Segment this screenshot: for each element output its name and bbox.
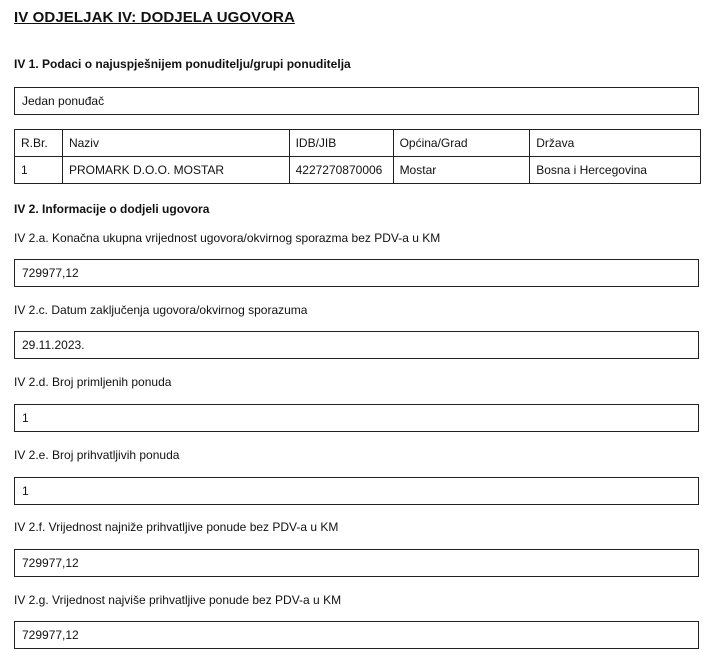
field-value-2e: 1 [14, 477, 699, 505]
cell-drzava: Bosna i Hercegovina [530, 157, 701, 184]
cell-naziv: PROMARK D.O.O. MOSTAR [62, 157, 289, 184]
field-label-2c: IV 2.c. Datum zaključenja ugovora/okvirnog sporazuma [14, 303, 308, 317]
field-label-2g: IV 2.g. Vrijednost najviše prihvatljive ponude bez PDV-a u KM [14, 593, 342, 607]
field-label-2a: IV 2.a. Konačna ukupna vrijednost ugovora/okvirnog sporazma bez PDV-a u KM [14, 231, 441, 245]
cell-idb-jib: 4227270870006 [289, 157, 393, 184]
cell-rbr: 1 [15, 157, 63, 184]
section-title: IV ODJELJAK IV: DODJELA UGOVORA [14, 9, 295, 26]
field-value-2a: 729977,12 [14, 259, 699, 287]
winning-bidders-table [14, 129, 701, 184]
field-value-2f: 729977,12 [14, 549, 699, 577]
column-header-drzava: Država [530, 130, 701, 157]
field-label-2d: IV 2.d. Broj primljenih ponuda [14, 375, 172, 389]
column-header-idb-jib: IDB/JIB [289, 130, 393, 157]
cell-opcina-grad: Mostar [393, 157, 530, 184]
iv2-heading: IV 2. Informacije o dodjeli ugovora [14, 202, 210, 216]
field-label-2f: IV 2.f. Vrijednost najniže prihvatljive ponude bez PDV-a u KM [14, 520, 339, 534]
column-header-naziv: Naziv [62, 130, 289, 157]
column-header-opcina-grad: Općina/Grad [393, 130, 530, 157]
field-label-2e: IV 2.e. Broj prihvatljivih ponuda [14, 448, 180, 462]
field-value-2g: 729977,12 [14, 621, 699, 649]
column-header-rbr: R.Br. [15, 130, 63, 157]
bidder-type-field: Jedan ponuđač [14, 87, 699, 115]
table-row [15, 157, 701, 184]
iv1-heading: IV 1. Podaci o najuspješnijem ponuditelju/grupi ponuditelja [14, 57, 351, 71]
field-value-2d: 1 [14, 404, 699, 432]
field-value-2c: 29.11.2023. [14, 331, 699, 359]
table-header-row [15, 130, 701, 157]
